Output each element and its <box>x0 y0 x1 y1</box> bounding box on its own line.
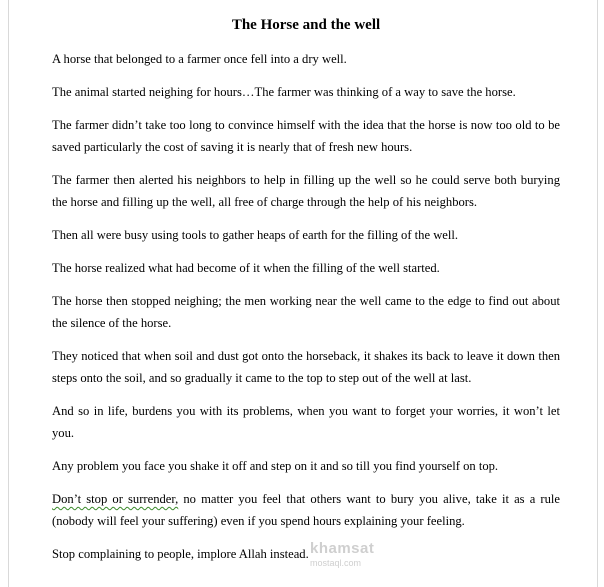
paragraph-3: The farmer didn’t take too long to convince himself with the idea that the horse is now too old to be saved particularly the cost of saving it is nearly that of fresh new hours. <box>52 118 560 154</box>
document-title: The Horse and the well <box>231 17 381 33</box>
paragraph-1: A horse that belonged to a farmer once fell into a dry well. <box>52 52 347 66</box>
paragraph-9: And so in life, burdens you with its problems, when you want to forget your worries, it won’t let you. <box>52 404 560 440</box>
paragraph-7: The horse then stopped neighing; the men working near the well came to the edge to find out about the silence of the horse. <box>52 294 560 330</box>
paragraph-11 <box>52 488 560 532</box>
watermark-logo: khamsat <box>310 540 375 557</box>
paragraph-12: Stop complaining to people, implore Allah instead. <box>52 547 309 561</box>
watermark-site: mostaql.com <box>310 558 362 568</box>
paragraph-10: Any problem you face you shake it off and step on it and so till you find yourself on top. <box>52 459 499 473</box>
paragraph-4: The farmer then alerted his neighbors to help in filling up the well so he could serve both burying the horse and filling up the well, all free of charge through the help of his neighbors. <box>52 173 560 209</box>
document-page <box>52 14 560 576</box>
spellcheck-flagged-text[interactable]: Don’t stop or surrender, <box>52 492 179 506</box>
paragraph-8: They noticed that when soil and dust got onto the horseback, it shakes its back to leave it down then steps onto the soil, and so gradually it came to the top to step out of the well at last. <box>52 349 560 385</box>
paragraph-2: The animal started neighing for hours…The farmer was thinking of a way to save the horse. <box>52 85 516 99</box>
paragraph-11-line-1: no matter you feel that others want to bury you alive, take it as a rule <box>178 492 560 506</box>
paragraph-11-line-2: (nobody will feel your suffering) even if you spend hours explaining your feeling. <box>52 514 465 528</box>
paragraph-5: Then all were busy using tools to gather heaps of earth for the filling of the well. <box>52 228 459 242</box>
paragraph-6: The horse realized what had become of it when the filling of the well started. <box>52 261 440 275</box>
